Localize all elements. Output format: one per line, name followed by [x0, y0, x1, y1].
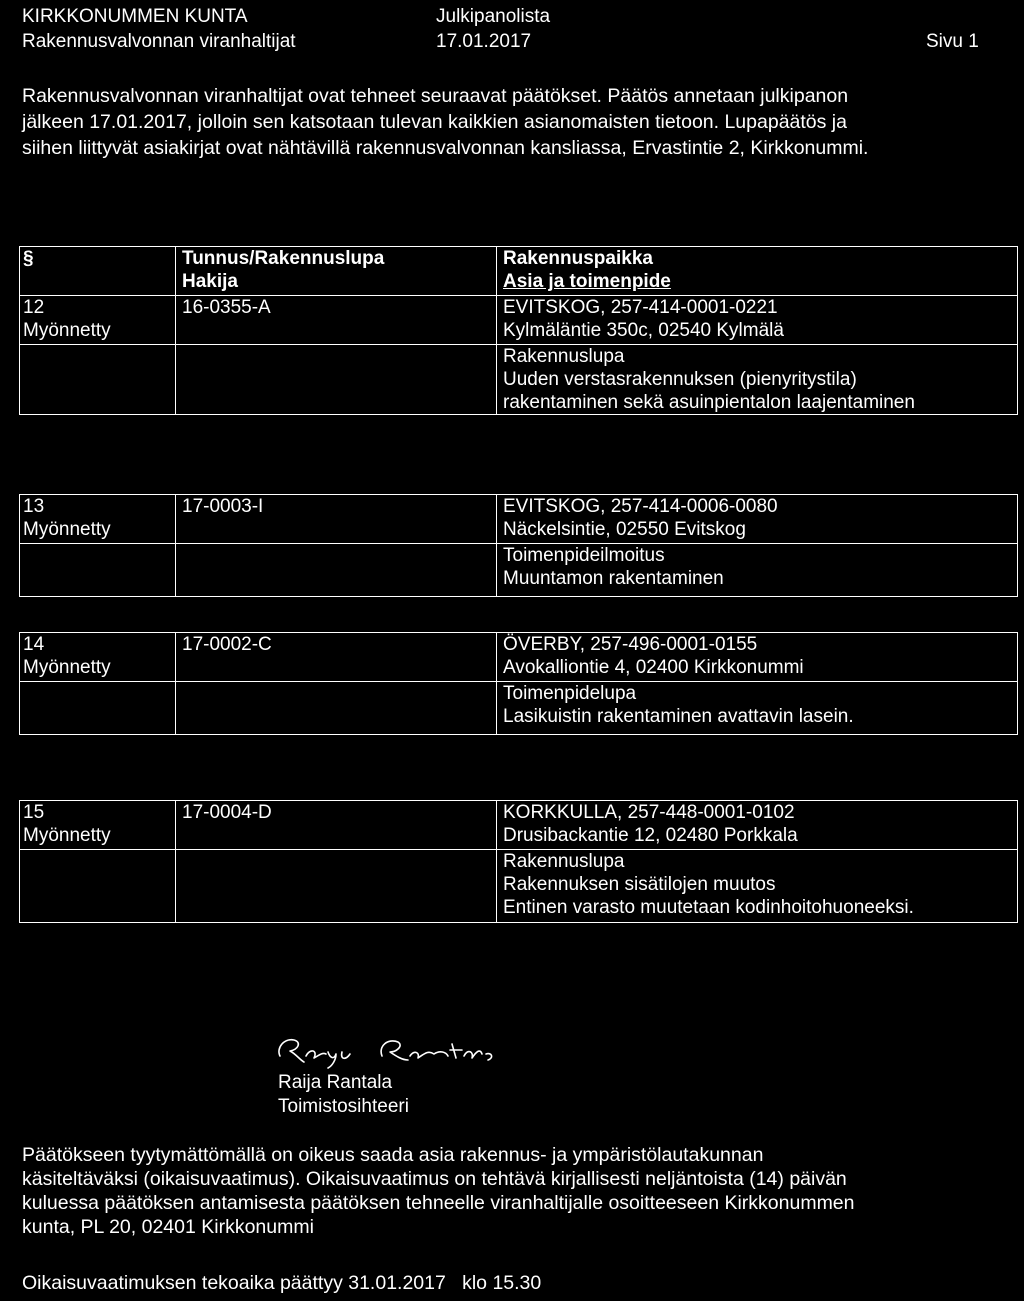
decision-detail: Entinen varasto muutetaan kodinhoitohuoneeksi. — [503, 897, 914, 918]
decision-address: Avokalliontie 4, 02400 Kirkkonummi — [503, 657, 804, 678]
decision-number: 14 — [23, 634, 45, 655]
table-row — [20, 495, 1018, 544]
appeal-line: Päätökseen tyytymättömällä on oikeus saada asia rakennus- ja ympäristölautakunnan — [22, 1144, 764, 1166]
decision-table-13 — [19, 494, 1018, 597]
decision-detail: Lasikuistin rakentaminen avattavin lasein. — [503, 706, 854, 727]
signer-title: Toimistosihteeri — [278, 1096, 409, 1117]
column-header-place: Rakennuspaikka — [503, 248, 653, 269]
table-row — [20, 682, 1018, 735]
column-header-applicant: Hakija — [182, 271, 238, 292]
signer-name: Raija Rantala — [278, 1072, 393, 1093]
decision-address: Näckelsintie, 02550 Evitskog — [503, 519, 746, 540]
document-date: 17.01.2017 — [436, 31, 532, 52]
decision-table-12 — [19, 246, 1018, 415]
column-header-matter: Asia ja toimenpide — [503, 271, 671, 292]
decision-detail: Rakennuksen sisätilojen muutos — [503, 874, 776, 895]
decision-status: Myönnetty — [23, 519, 111, 540]
decision-id: 17-0003-I — [182, 496, 264, 517]
decision-place: ÖVERBY, 257-496-0001-0155 — [503, 634, 758, 655]
intro-line: Rakennusvalvonnan viranhaltijat ovat tehneet seuraavat päätökset. Päätös annetaan julkipanon — [22, 85, 849, 107]
table-row — [20, 850, 1018, 923]
appeal-line: kunta, PL 20, 02401 Kirkkonummi — [22, 1216, 314, 1238]
decision-place: EVITSKOG, 257-414-0006-0080 — [503, 496, 778, 517]
decision-address: Drusibackantie 12, 02480 Porkkala — [503, 825, 798, 846]
column-header-id: Tunnus/Rakennuslupa — [182, 248, 385, 269]
decision-detail: Rakennuslupa — [503, 851, 625, 872]
appeal-line: käsiteltäväksi (oikaisuvaatimus). Oikaisuvaatimus on tehtävä kirjallisesti neljäntoista (14) päivän — [22, 1168, 847, 1190]
decision-place: EVITSKOG, 257-414-0001-0221 — [503, 297, 778, 318]
intro-line: siihen liittyvät asiakirjat ovat nähtävillä rakennusvalvonnan kansliassa, Ervastintie 2, Kirkkonummi. — [22, 137, 869, 159]
table-row — [20, 345, 1018, 415]
decision-number: 13 — [23, 496, 45, 517]
table-header-row — [20, 247, 1018, 296]
decision-detail: rakentaminen sekä asuinpientalon laajentaminen — [503, 392, 915, 413]
department-name: Rakennusvalvonnan viranhaltijat — [22, 31, 296, 52]
appeal-deadline: Oikaisuvaatimuksen tekoaika päättyy 31.01.2017 klo 15.30 — [22, 1272, 542, 1294]
decision-detail: Rakennuslupa — [503, 346, 625, 367]
appeal-paragraph — [22, 1143, 855, 1239]
decision-id: 16-0355-A — [182, 297, 271, 318]
decision-id: 17-0002-C — [182, 634, 272, 655]
page-number: Sivu 1 — [926, 31, 979, 52]
municipality-name: KIRKKONUMMEN KUNTA — [22, 6, 248, 27]
table-row — [20, 801, 1018, 850]
intro-line: jälkeen 17.01.2017, jolloin sen katsotaan tulevan kaikkien asianomaisten tietoon. Lupapäätös ja — [22, 111, 847, 133]
decision-status: Myönnetty — [23, 825, 111, 846]
table-row — [20, 296, 1018, 345]
decision-detail: Uuden verstasrakennuksen (pienyritystila) — [503, 369, 857, 390]
decision-table-14 — [19, 632, 1018, 735]
document-type: Julkipanolista — [436, 6, 551, 27]
decision-detail: Toimenpidelupa — [503, 683, 637, 704]
decision-number: 15 — [23, 802, 45, 823]
decision-address: Kylmäläntie 350c, 02540 Kylmälä — [503, 320, 784, 341]
intro-paragraph — [22, 83, 1012, 161]
decision-number: 12 — [23, 297, 45, 318]
decision-status: Myönnetty — [23, 657, 111, 678]
decision-place: KORKKULLA, 257-448-0001-0102 — [503, 802, 795, 823]
appeal-line: kuluessa päätöksen antamisesta päätöksen tehneelle viranhaltijalle osoitteeseen Kirkkonummen — [22, 1192, 855, 1214]
decision-table-15 — [19, 800, 1018, 923]
decision-id: 17-0004-D — [182, 802, 272, 823]
table-row — [20, 544, 1018, 597]
section-symbol: § — [23, 248, 34, 269]
handwritten-signature — [270, 1030, 530, 1070]
decision-status: Myönnetty — [23, 320, 111, 341]
decision-detail: Muuntamon rakentaminen — [503, 568, 724, 589]
table-row — [20, 633, 1018, 682]
decision-detail: Toimenpideilmoitus — [503, 545, 665, 566]
